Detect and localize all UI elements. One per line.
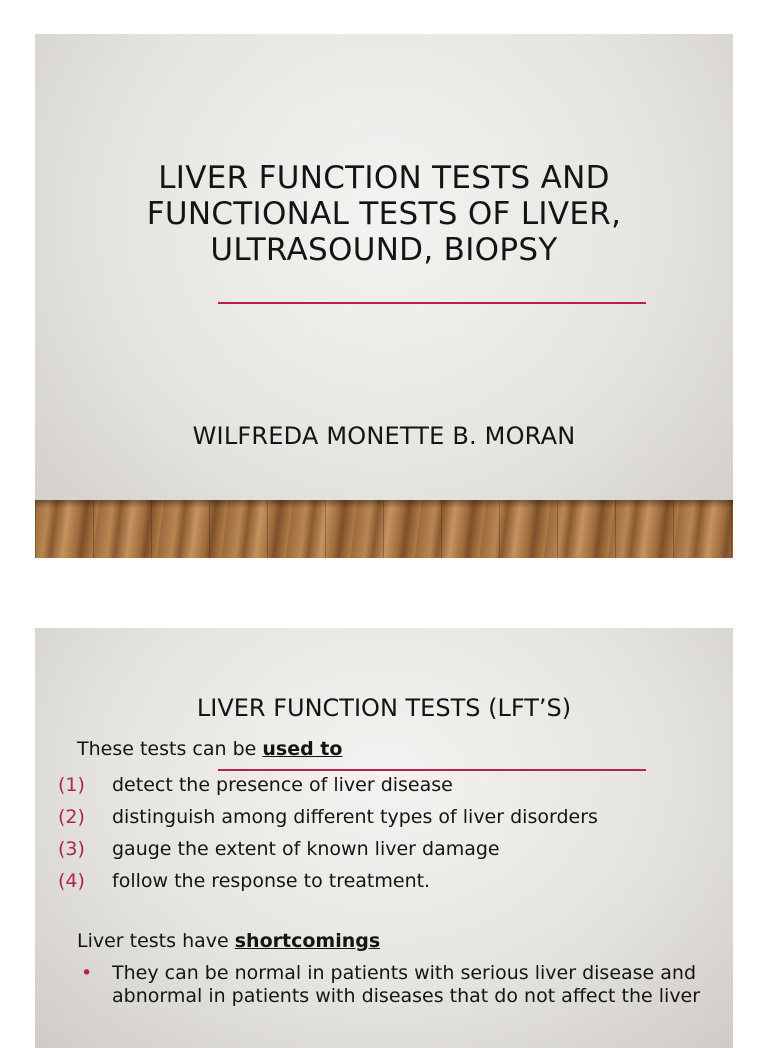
intro-text xyxy=(77,738,342,760)
uses-list xyxy=(58,769,718,897)
list-number: (1) xyxy=(58,774,85,796)
list-text: They can be normal in patients with serious liver disease and abnormal in patients with diseases that do not affect the liver xyxy=(112,962,701,1007)
list-number: (2) xyxy=(58,806,85,828)
shortcomings-prefix: Liver tests have xyxy=(77,930,235,952)
title-slide xyxy=(35,34,733,558)
slide-title xyxy=(35,160,733,268)
shortcomings-emphasis: shortcomings xyxy=(234,930,381,952)
author-name: WILFREDA MONETTE B. MORAN xyxy=(192,422,576,450)
list-number: (3) xyxy=(58,838,85,860)
list-text: distinguish among different types of liver disorders xyxy=(112,806,598,828)
title-line: LIVER FUNCTION TESTS AND xyxy=(158,160,610,196)
list-item xyxy=(81,962,721,1008)
list-text: gauge the extent of known liver damage xyxy=(112,838,500,860)
list-item xyxy=(58,865,718,897)
list-text: detect the presence of liver disease xyxy=(112,774,453,796)
bullet-icon: • xyxy=(81,962,93,984)
list-number: (4) xyxy=(58,870,85,892)
shortcomings-list xyxy=(81,962,721,1008)
list-item xyxy=(58,769,718,801)
content-slide xyxy=(35,628,733,1048)
slide-title: LIVER FUNCTION TESTS (LFT’S) xyxy=(196,694,572,722)
intro-emphasis: used to xyxy=(262,738,343,760)
title-line: ULTRASOUND, BIOPSY xyxy=(210,232,558,268)
shortcomings-heading xyxy=(77,930,380,952)
list-item xyxy=(58,801,718,833)
intro-prefix: These tests can be xyxy=(77,738,263,760)
title-line: FUNCTIONAL TESTS OF LIVER, xyxy=(146,196,622,232)
accent-divider xyxy=(218,302,646,304)
list-text: follow the response to treatment. xyxy=(112,870,431,892)
list-item xyxy=(58,833,718,865)
wood-floor-decoration xyxy=(35,500,733,558)
